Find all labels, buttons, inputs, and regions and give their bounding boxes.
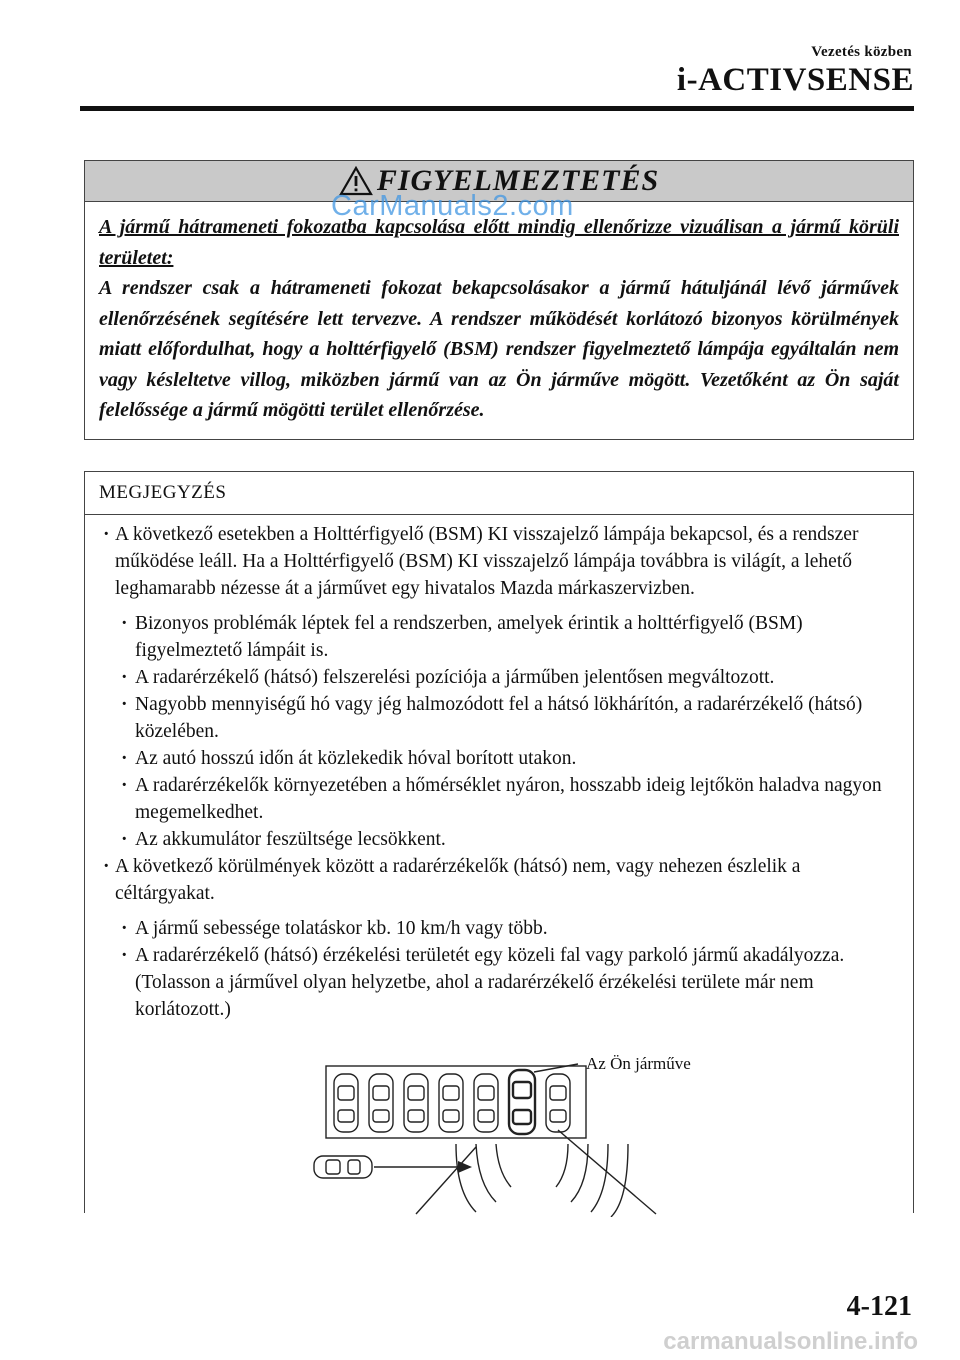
sub-list-item: · Bizonyos problémák léptek fel a rendszerben, amelyek érintik a holttérfigyelő (BSM) figyelmeztető lámpáit is. [115, 610, 903, 664]
list-item [85, 521, 913, 853]
list-item [85, 853, 913, 1023]
list-item-text: A következő esetekben a Holttérfigyelő (BSM) KI visszajelző lámpája bekapcsol, és a rendszer működése leáll. Ha a Holttérfigyelő (BSM) KI visszajelző lámpája továbbra is világít, a lehető leghamarabb nézesse át a járművet egy hivatalos Mazda márkaszervizben. [115, 524, 859, 599]
radar-wave [556, 1144, 568, 1187]
watermark-text: CarManuals2.com [331, 190, 574, 222]
sub-list-item: · A jármű sebessége tolatáskor kb. 10 km/h vagy több. [115, 915, 903, 942]
sub-list-item: · Az autó hosszú időn át közlekedik hóval borított utakon. [115, 745, 903, 772]
warning-body [85, 202, 913, 426]
page-number: 4-121 [846, 1291, 912, 1322]
chapter-title: Vezetés közben [811, 44, 912, 60]
note-header: MEGJEGYZÉS [85, 472, 913, 515]
radar-wave [496, 1144, 511, 1187]
leader-line [558, 1130, 656, 1214]
approaching-car [314, 1156, 372, 1178]
warning-lead: A jármű hátrameneti fokozatba kapcsolása előtt mindig ellenőrizze vizuálisan a jármű körüli területet: [99, 216, 899, 269]
radar-wave [456, 1144, 476, 1212]
radar-wave [591, 1144, 608, 1212]
sub-list [115, 610, 903, 853]
footer-watermark: carmanualsonline.info [663, 1328, 918, 1355]
figure-label: Az Ön járműve [586, 1054, 691, 1073]
note-list [85, 521, 913, 1023]
warning-box [84, 160, 914, 440]
sub-list-item: · Az akkumulátor feszültsége lecsökkent. [115, 826, 903, 853]
radar-wave [476, 1144, 496, 1202]
approach-arrow-head [458, 1161, 472, 1173]
warning-title: FIGYELMEZTETÉS [376, 164, 660, 197]
sub-list-item: · A radarérzékelők környezetében a hőmérséklet nyáron, hosszabb ideig lejtőkön haladva nagyon megemelkedhet. [115, 772, 903, 826]
warning-text: A rendszer csak a hátrameneti fokozat bekapcsolásakor a jármű hátuljánál lévő járművek ellenőrzésének segítésére lett tervezve. A rendszer működését korlátozó bizonyos körülmények miatt előfordulhat, hogy a holttérfigyelő (BSM) rendszer figyelmeztető lámpája egyáltalán nem vagy késleltetve villog, miközben jármű van az Ön járműve mögött. Vezetőként az Ön saját felelőssége a jármű mögötti terület ellenőrzése. [99, 277, 899, 421]
parking-illustration [306, 1052, 726, 1217]
sub-list-item: · A radarérzékelő (hátsó) érzékelési területét egy közeli fal vagy parkoló jármű akadályozza. (Tolasson a járművel olyan helyzetbe, ahol a radarérzékelő érzékelési területe már nem korlátozott.) [115, 942, 903, 1023]
radar-wave [611, 1144, 628, 1217]
leader-line [416, 1147, 476, 1214]
sub-list [115, 915, 903, 1023]
header-rule [80, 106, 914, 111]
list-item-text: A következő körülmények között a radarérzékelők (hátsó) nem, vagy nehezen észlelik a céltárgyakat. [115, 856, 801, 904]
sub-list-item: · A radarérzékelő (hátsó) felszerelési pozíciója a járműben jelentősen megváltozott. [115, 664, 903, 691]
section-title: i-ACTIVSENSE [676, 62, 914, 98]
sub-list-item: · Nagyobb mennyiségű hó vagy jég halmozódott fel a hátsó lökhárítón, a radarérzékelő (hátsó) közelében. [115, 691, 903, 745]
